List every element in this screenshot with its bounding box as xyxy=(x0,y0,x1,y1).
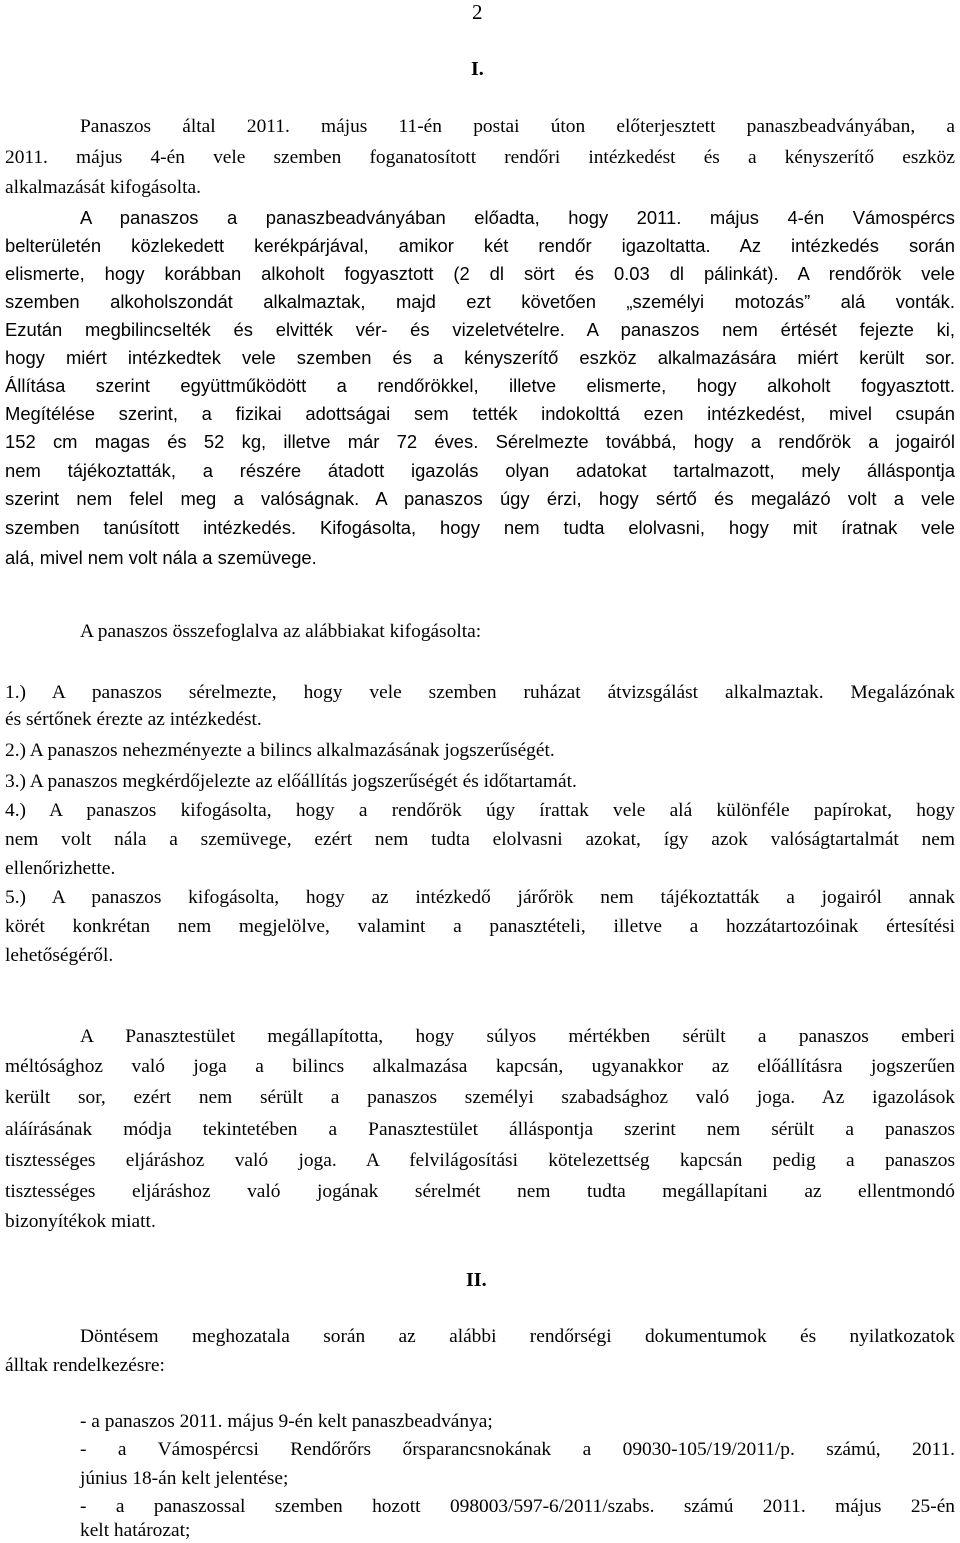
document-list-line: - a Vámospércsi Rendőrőrs őrsparancsnokának a 09030-105/19/2011/p. számú, 2011. xyxy=(80,1439,955,1460)
document-list-line: - a panaszossal szemben hozott 098003/597-6/2011/szabs. számú 2011. május 25-én xyxy=(80,1496,955,1517)
paragraph-line: tisztességes eljáráshoz való jogának sérelmét nem tudta megállapítani az ellentmondó xyxy=(5,1181,955,1202)
document-list-line: - a panaszos 2011. május 9-én kelt panaszbeadványa; xyxy=(80,1411,493,1432)
paragraph-line: belterületén közlekedett kerékpárjával, amikor két rendőr igazoltatta. Az intézkedés során xyxy=(5,235,955,256)
paragraph-line: tisztességes eljáráshoz való joga. A felvilágosítási kötelezettség kapcsán pedig a panaszos xyxy=(5,1150,955,1171)
list-item-line: 3.) A panaszos megkérdőjelezte az előállítás jogszerűségét és időtartamát. xyxy=(5,771,577,792)
list-item-line: nem volt nála a szemüvege, ezért nem tudta elolvasni azokat, így azok valóságtartalmát nem xyxy=(5,829,955,850)
paragraph-line: méltósághoz való joga a bilincs alkalmazása kapcsán, ugyanakkor az előállításra jogszerűen xyxy=(5,1056,955,1077)
document-list-line: kelt határozat; xyxy=(80,1520,191,1541)
list-item-line: 5.) A panaszos kifogásolta, hogy az intézkedő járőrök nem tájékoztatták a jogairól annak xyxy=(5,887,955,908)
paragraph-line: nem tájékoztatták, a részére átadott igazolás olyan adatokat tartalmazott, mely álláspontja xyxy=(5,460,955,481)
paragraph-line: A panaszos a panaszbeadványában előadta, hogy 2011. május 4-én Vámospércs xyxy=(80,207,955,228)
summary-intro: A panaszos összefoglalva az alábbiakat kifogásolta: xyxy=(80,621,482,642)
paragraph-line: Megítélése szerint, a fizikai adottságai sem tették indokolttá ezen intézkedést, mivel csupán xyxy=(5,403,955,424)
list-item-line: ellenőrizhette. xyxy=(5,858,116,879)
paragraph-line: bizonyítékok miatt. xyxy=(5,1211,156,1232)
paragraph-line: 2011. május 4-én vele szemben foganatosított rendőri intézkedést és a kényszerítő eszköz xyxy=(5,147,955,168)
paragraph-line: alkalmazását kifogásolta. xyxy=(5,177,201,198)
paragraph-line: 152 cm magas és 52 kg, illetve már 72 éves. Sérelmezte továbbá, hogy a rendőrök a jogairól xyxy=(5,431,955,452)
list-item-line: 4.) A panaszos kifogásolta, hogy a rendőrök úgy írattak vele alá különféle papírokat, hogy xyxy=(5,800,955,821)
document-list-line: június 18-án kelt jelentése; xyxy=(80,1468,289,1489)
paragraph-line: álltak rendelkezésre: xyxy=(5,1355,165,1376)
paragraph-line: aláírásának módja tekintetében a Panasztestület álláspontja szerint nem sérült a panaszos xyxy=(5,1119,955,1140)
paragraph-line: Ezután megbilincselték és elvitték vér- és vizeletvételre. A panaszos nem értését fejezte ki, xyxy=(5,319,955,340)
paragraph-line: A Panasztestület megállapította, hogy súlyos mértékben sérült a panaszos emberi xyxy=(80,1026,955,1047)
list-item-line: és sértőnek érezte az intézkedést. xyxy=(5,709,262,730)
list-item-line: lehetőségéről. xyxy=(5,945,114,966)
paragraph-line: Panaszos által 2011. május 11-én postai úton előterjesztett panaszbeadványában, a xyxy=(80,116,955,137)
paragraph-line: Állítása szerint együttműködött a rendőrökkel, illetve elismerte, hogy alkoholt fogyasztott. xyxy=(5,375,955,396)
section-heading-ii: II. xyxy=(466,1269,487,1291)
paragraph-line: hogy miért intézkedtek vele szemben és a kényszerítő eszköz alkalmazására miért került sor. xyxy=(5,347,955,368)
paragraph-line: Döntésem meghozatala során az alábbi rendőrségi dokumentumok és nyilatkozatok xyxy=(80,1326,955,1347)
paragraph-line: szemben tanúsított intézkedés. Kifogásolta, hogy nem tudta elolvasni, hogy mit íratnak vele xyxy=(5,517,955,538)
list-item-line: körét konkrétan nem megjelölve, valamint a panasztételi, illetve a hozzátartozóinak értesítési xyxy=(5,916,955,937)
list-item-line: 1.) A panaszos sérelmezte, hogy vele szemben ruházat átvizsgálást alkalmaztak. Megalázónak xyxy=(5,682,955,703)
paragraph-line: került sor, ezért nem sérült a panaszos személyi szabadsághoz való joga. Az igazolások xyxy=(5,1087,955,1108)
paragraph-line: elismerte, hogy korábban alkoholt fogyasztott (2 dl sört és 0.03 dl pálinkát). A rendőrök vele xyxy=(5,263,955,284)
paragraph-line: szerint nem felel meg a valóságnak. A panaszos úgy érzi, hogy sértő és megalázó volt a vele xyxy=(5,488,955,509)
paragraph-line: szemben alkoholszondát alkalmaztak, majd ezt követően „személyi motozás” alá vonták. xyxy=(5,291,955,312)
list-item-line: 2.) A panaszos nehezményezte a bilincs alkalmazásának jogszerűségét. xyxy=(5,740,555,761)
paragraph-line: alá, mivel nem volt nála a szemüvege. xyxy=(5,547,317,568)
section-heading-i: I. xyxy=(471,58,484,80)
page-number: 2 xyxy=(472,0,483,24)
